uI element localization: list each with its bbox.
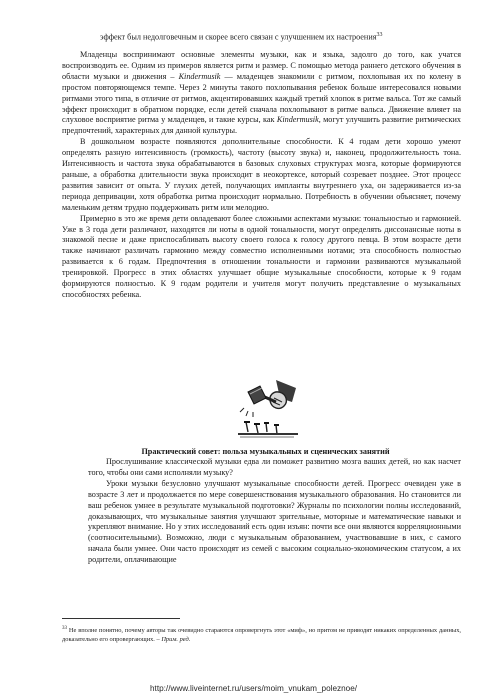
paragraph-preschool: В дошкольном возрасте появляются дополнительные способности. К 4 годам дети хорошо умеют определять разную интенсивность (громкость), частоту (высоту звука) и, наконец, продолжительность тона. Интенсивность и частота звука обрабатываются в базовых слуховых структурах мозга, которые формируются раньше, а обработка длительности звука происходит в неокортексе, который созревает позднее. Этот процесс развития зависит от опыта. У глухих детей, получающих импланты внутреннего уха, он задерживается из-за периода депривации, хотя обработка ритма происходит нормально. Потребность в обучении объясняет, почему маленьким детям трудно поддерживать ритм или мелодию.: [62, 137, 461, 212]
source-url[interactable]: http://www.liveinternet.ru/users/moim_vnukam_poleznoe/: [150, 684, 358, 693]
footnote-text: Не вполне понятно, почему авторы так очевидно стараются опровергнуть этот «миф», но притом не приводят никаких определенных данных, доказательно его опровергающих. –: [62, 627, 461, 644]
tip-paragraph-intro: Прослушивание классической музыки едва ли поможет развитию мозга ваших детей, но как насчет того, чтобы они сами исполняли музыку?: [88, 457, 461, 477]
footnote-number: 33: [62, 626, 67, 631]
tip-text: [88, 457, 461, 566]
footnote-ref: 33: [376, 32, 383, 38]
hammer-and-nails-icon: [236, 378, 300, 440]
paragraph-text: Младенцы воспринимают основные элементы музыки, как и языка, задолго до того, как учатся воспроизводить ее. Одним из примеров является ритм и размер. С помощью метода раннего детского обучения в области музыки и движения –: [62, 50, 461, 81]
main-text: [62, 50, 461, 301]
footnote-end: .: [188, 636, 191, 644]
paragraph-text: — младенцев знакомили с ритмом, похлопывая их по колену в простом повторяющемся темпе. Через 2 минуты такого похлопывания ребенок больше интересовался новыми ритмами этого типа, в отличие от ритмов, акцентировавших каждый третий хлопок в ритме вальса. Тот же самый эффект происходит в обратном порядке, если детей сначала похлопывают в ритме вальса. Движение влияет на слуховое восприятие ритма у младенцев, и такие курсы, как: [62, 71, 462, 125]
kindermusik-term: Kindermusik: [178, 71, 221, 81]
kindermusik-term: Kindermusik: [276, 115, 319, 125]
continuation-line: [100, 30, 440, 43]
tip-heading: Практический совет: польза музыкальных и сценических занятий: [141, 447, 390, 456]
paragraph-text: , могут улучшить развитие ритмических предпочтений, характерных для данной культуры.: [62, 115, 462, 136]
continuation-text: эффект был недолговечным и скорее всего связан с улучшением их настроения: [100, 32, 377, 42]
tip-paragraph-lessons: Уроки музыки безусловно улучшают музыкальные способности детей. Прогресс очевиден уже в возрасте 3 лет и продолжается по мере совершенствования музыкального образования. Но становится ли ваш ребенок умнее в результате музыкальной подготовки? Журналы по психологии полны исследований, доказывающих, что музыкальные занятия улучшают зрительные, моторные и математические навыки и укрепляют внимание. Но у этих исследований есть один изъян: почти все они являются корреляционными (соотносительными). Возможно, люди с музыкальным образованием, участвовавшие в них, с самого начала были умнее. Они часто происходят из семей с высоким социально-экономическим статусом, а их родители, оплачивающие: [88, 478, 461, 565]
paragraph-rhythm: [62, 50, 461, 137]
footnote-divider: [62, 618, 180, 619]
paragraph-tonality: Примерно в это же время дети овладевают более сложными аспектами музыки: тональностью и гармонией. Уже в 3 года дети различают, находятся ли ноты в одной тональности, могут определять диссонансные ноты в знакомой песне и даже приспосабливать высоту своего голоса к голосу другого певца. В этом возрасте дети также начинают различать гармонию между совместно исполненными нотами; эта способность полностью развивается к 6 годам. Предпочтения в отношении тональности и гармонии развиваются музыкальной тренировкой. Прогресс в этих областях улучшает общие музыкальные способности, которые к 9 годам формируются полностью. К 9 годам родители и учителя могут получить представление о музыкальных способностях ребенка.: [62, 213, 461, 299]
footnote-attribution: Прим. ред: [161, 636, 189, 644]
footnote: [62, 624, 461, 644]
